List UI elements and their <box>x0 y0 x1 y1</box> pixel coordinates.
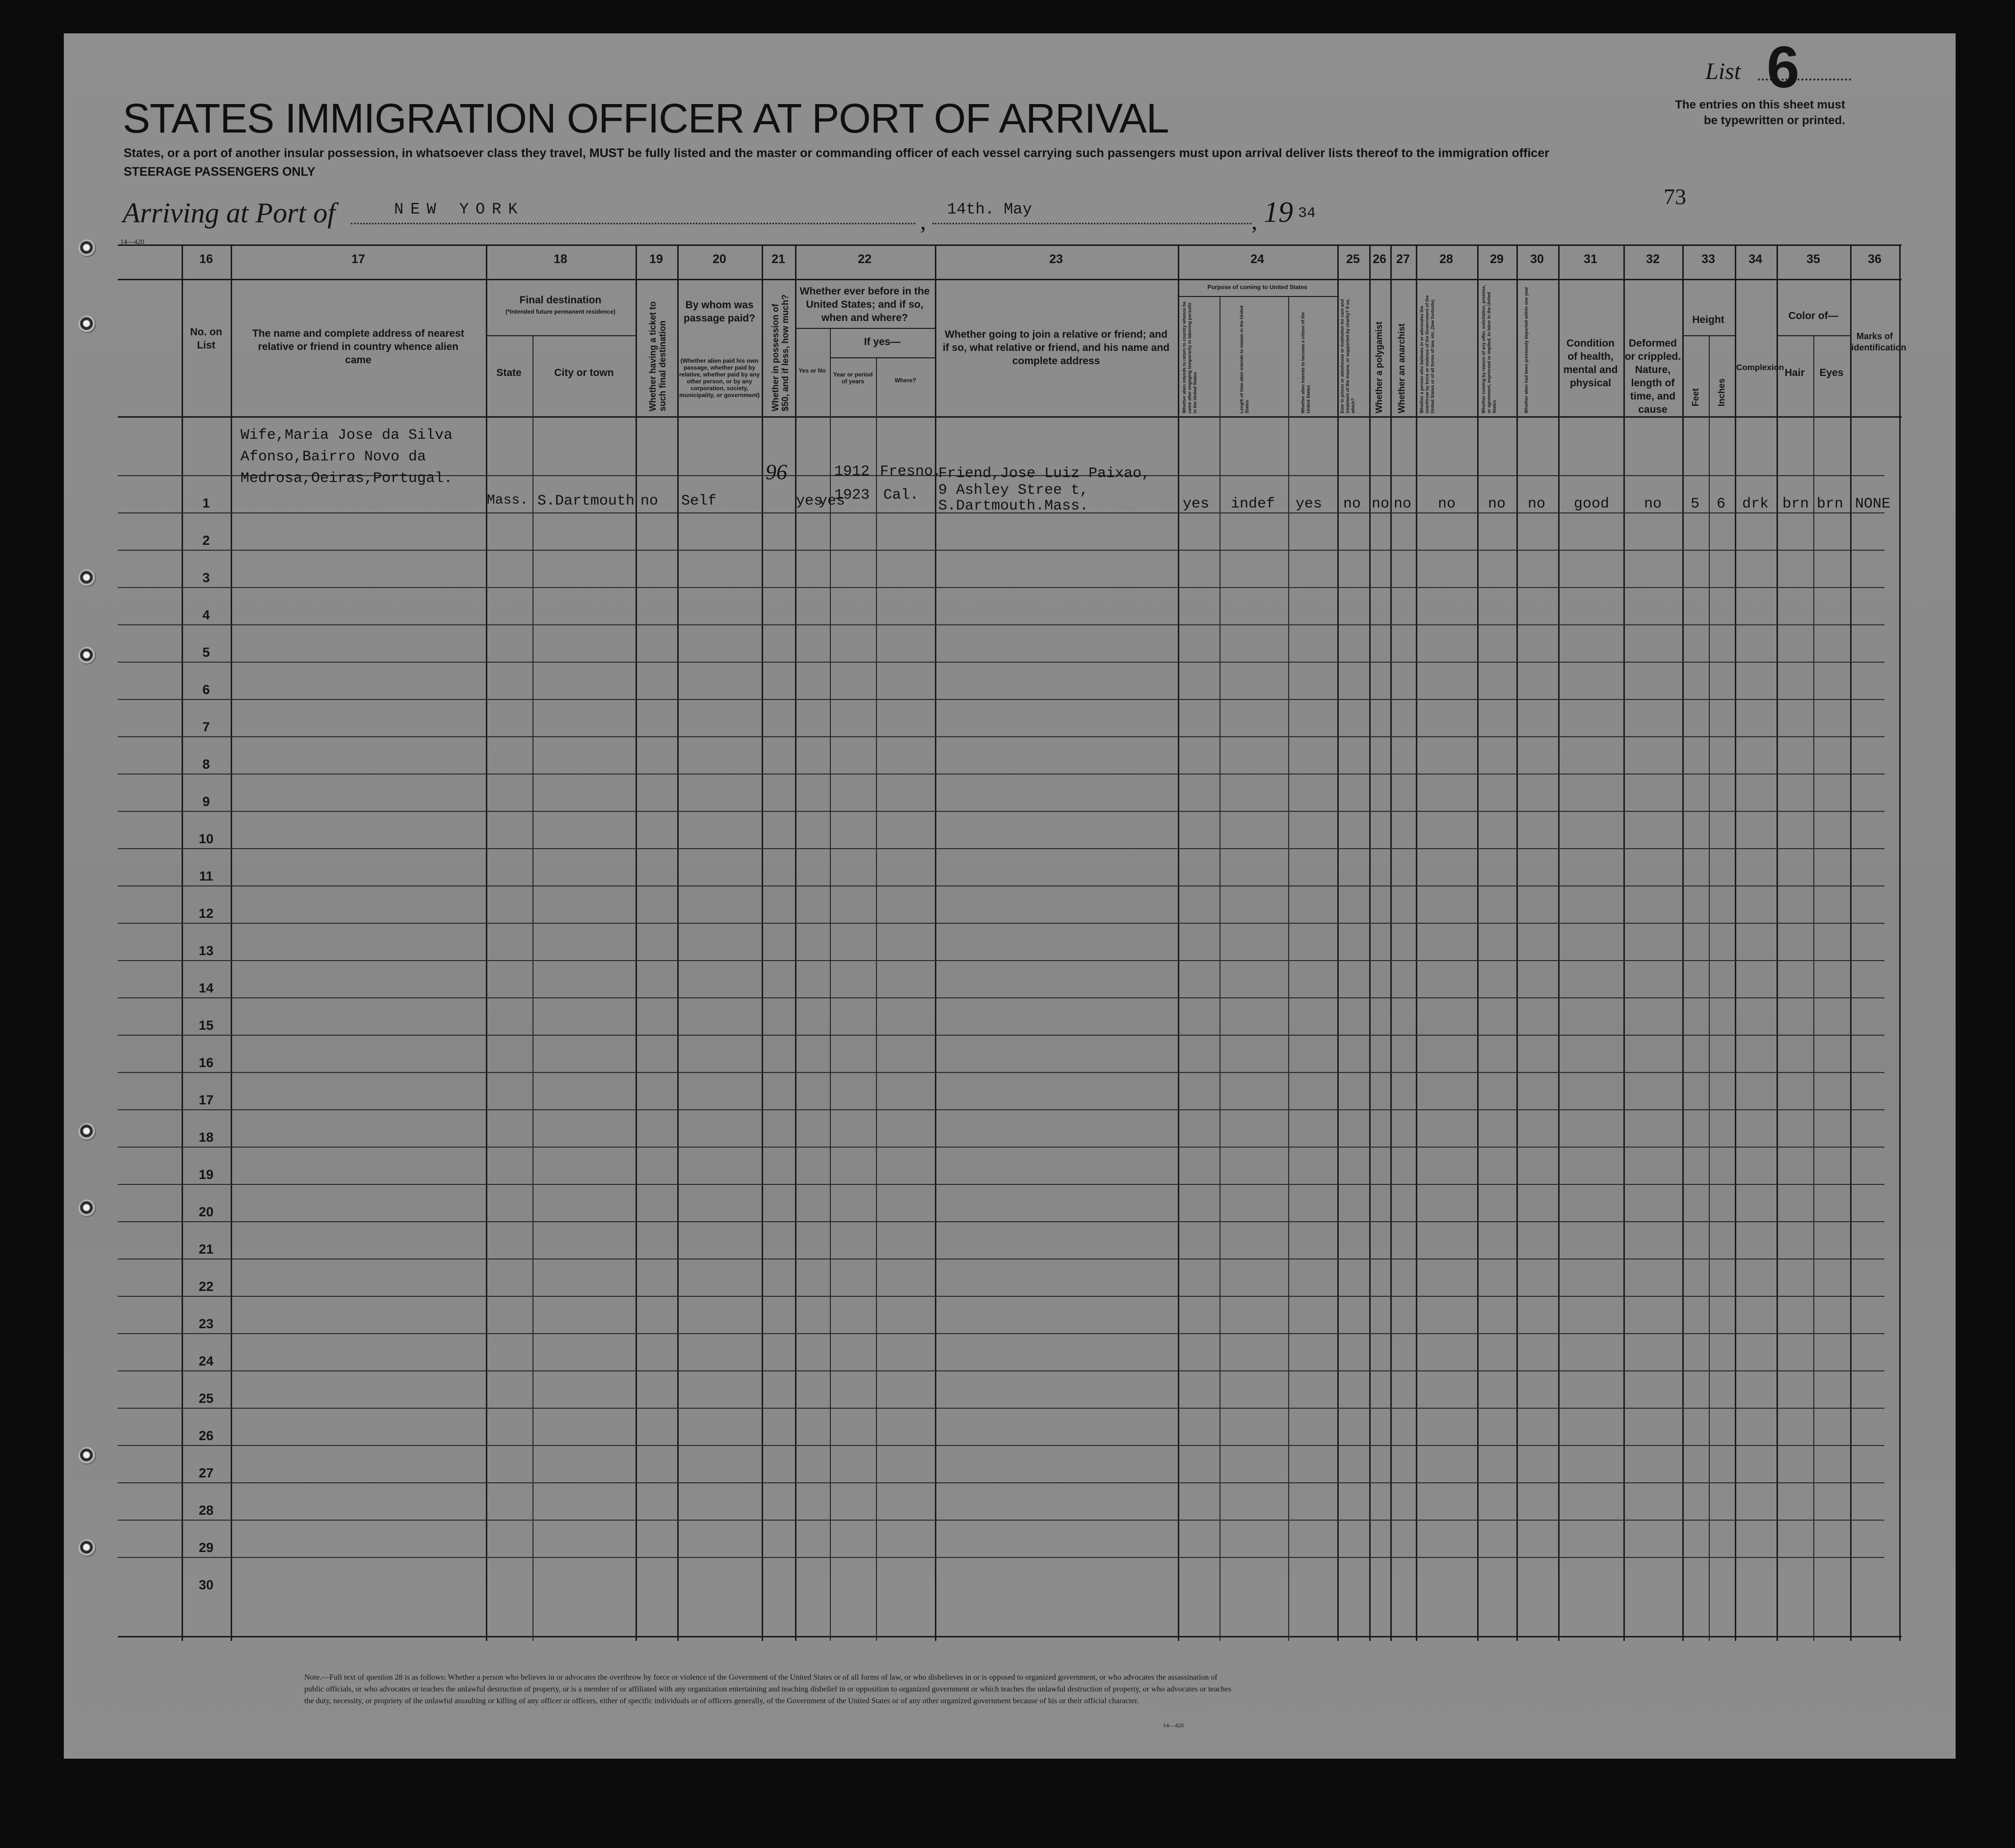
row-rule <box>118 1147 1884 1148</box>
col-num-25: 25 <box>1346 252 1360 266</box>
row-number: 5 <box>202 645 210 660</box>
row-number: 8 <box>202 757 210 772</box>
col-divider <box>762 244 763 1641</box>
header-no-on-list: No. on List <box>190 326 222 351</box>
row-rule <box>118 1072 1884 1073</box>
row-number: 11 <box>199 869 213 884</box>
col-divider <box>486 244 487 1641</box>
relative-line-2: Afonso,Bairro Novo da <box>240 449 426 465</box>
entries-note: The entries on this sheet must be typewritten or printed. <box>1675 98 1845 127</box>
length-value: indef <box>1231 496 1275 512</box>
col-divider <box>1369 244 1371 1641</box>
where-cal: Cal. <box>883 487 919 504</box>
join-line-1: Friend,Jose Luiz Paixao, <box>938 465 1151 482</box>
header-inches: Inches <box>1717 378 1726 406</box>
punch-hole <box>79 1447 96 1465</box>
row-number: 22 <box>198 1279 214 1294</box>
header-city: City or town <box>554 367 614 378</box>
col-num-33: 33 <box>1701 252 1715 266</box>
row-number: 17 <box>198 1093 214 1107</box>
punch-hole <box>79 1539 96 1557</box>
col-num-16: 16 <box>199 252 213 266</box>
footnote-code: 14—420 <box>1163 1722 1184 1729</box>
period-1912: 1912 <box>834 463 870 480</box>
complexion-value: drk <box>1742 496 1769 512</box>
col-num-17: 17 <box>351 252 365 266</box>
col-num-24: 24 <box>1250 252 1264 266</box>
join-line-3: S.Dartmouth.Mass. <box>938 498 1089 514</box>
subheader-rule <box>830 357 935 358</box>
header-labor-offer: Whether coming by reason of any offer, solicitation, promise, or agreement, expressed or implied, to labor in the United States <box>1481 285 1497 413</box>
row-number: 2 <box>202 533 210 548</box>
col-num-19: 19 <box>649 252 663 266</box>
header-height: Height <box>1692 314 1724 325</box>
list-number: 6 <box>1767 34 1800 100</box>
punch-hole <box>79 1200 96 1217</box>
col-divider <box>1178 244 1179 1641</box>
arriving-label: Arriving at Port of <box>123 197 336 229</box>
hair-value: brn <box>1782 496 1809 512</box>
eyes-value: brn <box>1817 496 1844 512</box>
row-rule <box>118 587 1884 588</box>
header-polygamist: Whether a polygamist <box>1374 321 1384 413</box>
row-rule <box>118 885 1884 886</box>
col-divider <box>1776 244 1778 1641</box>
header-if-yes: If yes— <box>864 336 901 348</box>
col-divider <box>1850 244 1852 1641</box>
header-yes-no: Yes or No <box>798 367 826 374</box>
labor-value: no <box>1488 496 1506 512</box>
col-num-32: 32 <box>1646 252 1660 266</box>
col-divider <box>1477 244 1479 1641</box>
row-number: 25 <box>198 1391 214 1406</box>
col-num-31: 31 <box>1584 252 1597 266</box>
header-color: Color of— <box>1788 310 1838 321</box>
footnote: Note.—Full text of question 28 is as follows: Whether a person who believes in or advocates the overthrow by force or violence of the Government of the United States or of all forms of law, or who disbelieves in or is opposed to organized government, or who advocates the assassination of public officials, or who advocates or teaches the unlawful destruction of property, or is a member of or affiliated with any organization entertaining and teaching disbelief in or opposition to organized government or which teaches the unlawful destruction of property, or who advocates or teaches the duty, necessity, or propriety of the unlawful assaulting or killing of any officer or officers, either of specific individuals or of officers generally, of the Government of the United States or of any other organized government because of his or their official character. <box>304 1673 1232 1705</box>
row-number: 4 <box>202 608 210 622</box>
row-number: 19 <box>198 1167 214 1182</box>
period-1923: 1923 <box>834 487 870 504</box>
row-rule <box>118 624 1884 625</box>
header-prison: Ever in prison or almshouse or institution for care and treatment of the insane, or supported by charity? If so, which? <box>1340 298 1355 413</box>
row-rule <box>118 1333 1884 1334</box>
row-rule <box>118 699 1884 700</box>
header-period: Year or period of years <box>833 371 873 385</box>
date-underline <box>932 223 1251 224</box>
header-passage-paid-note: (Whether alien paid his own passage, whether paid by relative, whether paid by any other person, or by any corporation, society, municipality, or government) <box>679 357 760 399</box>
join-line-2: 9 Ashley Stree t, <box>938 482 1089 499</box>
header-deported: Whether alien had been previously deported within one year <box>1524 287 1529 413</box>
row-rule <box>118 1184 1884 1185</box>
col-num-23: 23 <box>1049 252 1063 266</box>
marks-value: NONE <box>1855 496 1891 512</box>
col-divider <box>1337 244 1339 1641</box>
col-num-35: 35 <box>1806 252 1820 266</box>
col-divider <box>1288 296 1289 1641</box>
punch-hole <box>79 1123 96 1141</box>
row-number: 3 <box>202 570 210 585</box>
header-join-relative: Whether going to join a relative or friend; and if so, what relative or friend, and his name and complete address <box>942 329 1170 367</box>
row-number: 30 <box>198 1578 214 1592</box>
row-rule <box>118 1482 1884 1483</box>
anarchist-value: no <box>1394 496 1412 512</box>
header-ticket: Whether having a ticket to such final destination <box>648 301 667 411</box>
return-value: yes <box>1183 496 1210 512</box>
comma: , <box>1251 209 1257 235</box>
feet-value: 5 <box>1691 496 1700 512</box>
state-value: Mass. <box>487 493 529 508</box>
header-citizen: Whether alien intends to become a citizen of the United States <box>1300 312 1311 413</box>
health-value: good <box>1574 496 1610 512</box>
manifest-table <box>118 244 1907 1641</box>
header-final-destination-note: (*Intended future permanent residence) <box>505 308 616 315</box>
row-number: 16 <box>198 1055 214 1070</box>
header-hair: Hair <box>1784 367 1805 378</box>
row-number: 9 <box>202 794 210 809</box>
header-anarchist: Whether an anarchist <box>1397 323 1406 413</box>
subheader-rule <box>1776 335 1850 336</box>
deported-value: no <box>1528 496 1546 512</box>
port-value: NEW YORK <box>394 200 525 218</box>
paid-by-value: Self <box>681 493 717 509</box>
punch-hole <box>79 316 96 333</box>
row-rule <box>118 1109 1884 1110</box>
page-title: STATES IMMIGRATION OFFICER AT PORT OF ARRIVAL <box>123 95 1169 141</box>
money-value: 96 <box>766 460 787 484</box>
steerage-label: STEERAGE PASSENGERS ONLY <box>124 165 316 179</box>
punch-hole <box>79 647 96 665</box>
inches-value: 6 <box>1717 496 1726 512</box>
before-yes-no-2: yes <box>819 493 846 509</box>
col-divider <box>1558 244 1560 1641</box>
prison-value: no <box>1343 496 1361 512</box>
header-marks: Marks of identification <box>1851 331 1907 352</box>
header-passage-paid: By whom was passage paid? <box>684 299 755 324</box>
col-num-29: 29 <box>1490 252 1504 266</box>
row-number: 18 <box>198 1130 214 1145</box>
polygamist-value: no <box>1372 496 1390 512</box>
punch-hole <box>79 240 96 257</box>
relative-line-3: Medrosa,Oeiras,Portugal. <box>240 470 453 487</box>
row-rule <box>118 811 1884 812</box>
ticket-value: no <box>640 493 659 509</box>
row-rule <box>118 960 1884 961</box>
col-divider <box>1623 244 1625 1641</box>
header-relative: The name and complete address of nearest relative or friend in country whence alien came <box>252 328 464 366</box>
row-number: 20 <box>198 1205 214 1219</box>
col-divider <box>935 244 936 1641</box>
year-suffix: 34 <box>1298 205 1316 222</box>
subheader-rule <box>1178 296 1337 297</box>
row-number: 12 <box>198 906 214 921</box>
col-divider <box>636 244 637 1641</box>
col-divider <box>677 244 679 1641</box>
row-rule <box>118 1296 1884 1297</box>
col-divider <box>830 328 831 1641</box>
port-underline <box>351 223 915 224</box>
header-purpose: Purpose of coming to United States <box>1207 284 1307 291</box>
manifest-sheet <box>64 33 1956 1759</box>
subheader-rule <box>486 335 636 336</box>
table-bottom-rule <box>118 1636 1902 1637</box>
header-complexion: Complexion <box>1736 363 1784 372</box>
row-number: 28 <box>198 1503 214 1518</box>
row-number: 29 <box>198 1540 214 1555</box>
row-rule <box>118 848 1884 849</box>
header-before-in-us: Whether ever before in the United States; and if so, when and where? <box>799 286 930 323</box>
row-rule <box>118 662 1884 663</box>
col-divider <box>1516 244 1518 1641</box>
row-number: 21 <box>198 1242 214 1257</box>
list-label: List <box>1705 58 1741 84</box>
before-yes-no: yes <box>796 493 823 509</box>
date-value: 14th. May <box>947 200 1032 218</box>
col-num-34: 34 <box>1749 252 1762 266</box>
col-divider <box>182 244 183 1641</box>
row-rule <box>118 774 1884 775</box>
row-rule <box>118 1370 1884 1371</box>
row-rule <box>118 1221 1884 1222</box>
header-final-destination: Final destination <box>519 295 602 306</box>
col-divider <box>795 244 796 1641</box>
col-num-30: 30 <box>1530 252 1544 266</box>
column-number-rule <box>118 279 1902 280</box>
city-value: S.Dartmouth <box>537 493 635 509</box>
row-number: 1 <box>202 496 210 510</box>
header-where: Where? <box>894 377 916 384</box>
header-feet: Feet <box>1691 388 1700 406</box>
header-health: Condition of health, mental and physical <box>1563 338 1618 389</box>
subheader-rule <box>795 328 935 329</box>
row-rule <box>118 1408 1884 1409</box>
overthrow-value: no <box>1438 496 1456 512</box>
col-num-36: 36 <box>1868 252 1882 266</box>
punch-hole <box>79 569 96 587</box>
row-rule <box>118 1520 1884 1521</box>
col-divider <box>1735 244 1736 1641</box>
header-deformed: Deformed or crippled. Nature, length of time, and cause <box>1624 338 1681 415</box>
row-number: 10 <box>198 831 214 846</box>
row-rule <box>118 923 1884 924</box>
col-divider <box>1899 244 1901 1641</box>
instructions-text: States, or a port of another insular possession, in whatsoever class they travel, MUST be fully listed and the master or commanding officer of each vessel carrying such passengers must upon arrival deliver lists thereof to the immigration officer <box>124 146 1549 160</box>
row-rule <box>118 736 1884 737</box>
col-divider <box>231 244 232 1641</box>
table-top-rule <box>118 244 1902 246</box>
header-bottom-rule <box>118 416 1902 418</box>
sheet-number: 73 <box>1664 184 1686 209</box>
row-number: 15 <box>198 1018 214 1033</box>
row-number: 23 <box>198 1316 214 1331</box>
col-num-22: 22 <box>858 252 872 266</box>
row-number: 13 <box>198 943 214 958</box>
where-fresno: Fresno, <box>880 463 942 480</box>
deformed-value: no <box>1644 496 1662 512</box>
col-num-20: 20 <box>713 252 726 266</box>
row-rule <box>118 997 1884 998</box>
row-number: 24 <box>198 1354 214 1368</box>
header-eyes: Eyes <box>1819 367 1844 378</box>
col-num-21: 21 <box>771 252 785 266</box>
header-overthrow: Whether a person who believes in or advocates the overthrow by force or violence of the Government of the United States or of all forms of law, etc. (See footnote) <box>1419 295 1435 413</box>
row-rule <box>118 1445 1884 1446</box>
row-number: 27 <box>198 1466 214 1480</box>
col-divider <box>1416 244 1417 1641</box>
header-length: Length of time alien intends to remain in the United States <box>1239 305 1249 413</box>
col-num-28: 28 <box>1439 252 1453 266</box>
col-num-26: 26 <box>1373 252 1386 266</box>
row-number: 6 <box>202 682 210 697</box>
row-rule <box>118 1557 1884 1558</box>
row-number: 26 <box>198 1428 214 1443</box>
header-money: Whether in possession of $50, and if less, how much? <box>770 294 790 411</box>
col-num-18: 18 <box>554 252 567 266</box>
row-number: 7 <box>202 720 210 734</box>
citizen-value: yes <box>1296 496 1323 512</box>
subheader-rule <box>1682 335 1735 336</box>
header-return: Whether alien intends to return to country whence he came after engaging temporarily in laboring pursuits in the United States <box>1182 301 1197 413</box>
year-prefix: 19 <box>1264 196 1293 228</box>
row-rule <box>118 550 1884 551</box>
row-number: 14 <box>198 981 214 995</box>
relative-line-1: Wife,Maria Jose da Silva <box>240 427 453 444</box>
col-divider <box>1390 244 1392 1641</box>
col-num-27: 27 <box>1396 252 1410 266</box>
row-rule <box>118 1035 1884 1036</box>
header-state: State <box>496 367 522 378</box>
form-code: 14—420 <box>120 239 144 246</box>
col-divider <box>1682 244 1684 1641</box>
comma: , <box>920 209 926 235</box>
